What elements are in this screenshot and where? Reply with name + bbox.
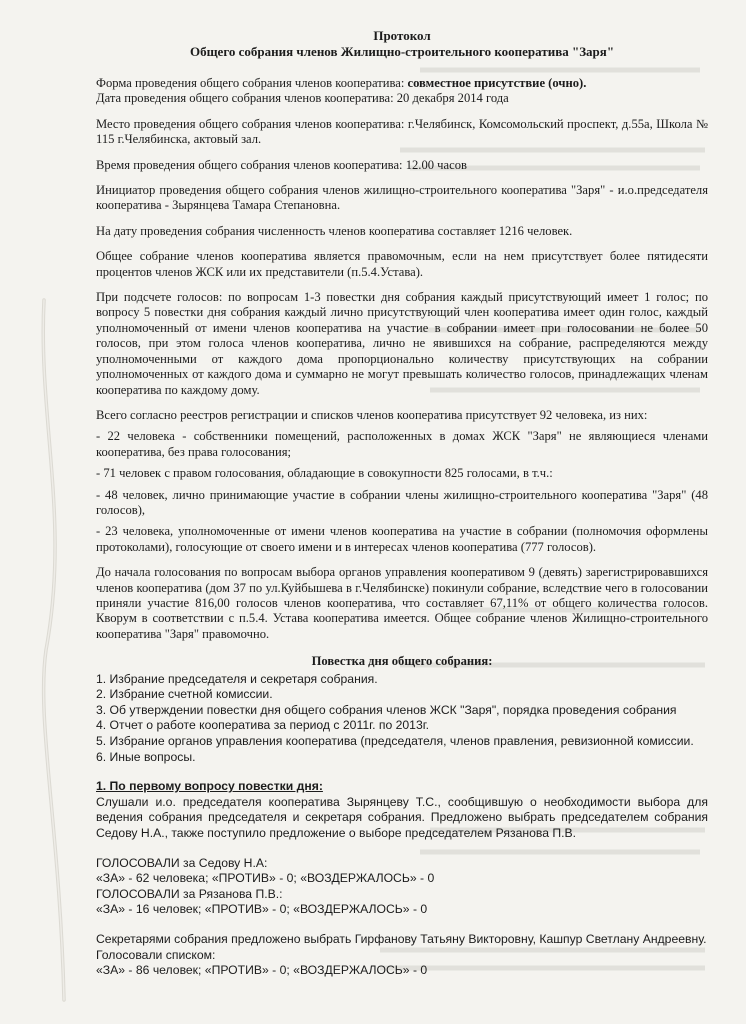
spacer [96,918,708,932]
meeting-date: Дата проведения общего собрания членов кооператива: 20 декабря 2014 года [96,91,509,106]
agenda-item: 2. Избрание счетной комиссии. [96,687,273,702]
present-voters: - 71 человек с правом голосования, обладающие в совокупности 825 голосами, в т.ч.: [96,466,553,481]
agenda-item: 6. Иные вопросы. [96,749,196,764]
meeting-time: Время проведения общего собрания членов кооператива: 12.00 часов [96,157,467,172]
list-vote-label: Голосовали списком: [96,947,216,962]
quorum-result: До начала голосования по вопросам выбора органов управления кооперативом 9 (девять) зарегистрировавшихся членов кооператива (дом 37 по ул.Куйбышева в г.Челябинске) покинули собрание, вследствие чего в голосовании приняли участие 816,00 голосов членов кооператива, что составляет 67,11% от общего количества голосов. Кворум в соответствии с п.5.4. Устава кооператива имеется. Общее собрание членов Жилищно-строительного кооператива "Заря" правомочно. [96,565,708,641]
agenda-item: 1. Избрание председателя и секретаря собрания. [96,671,378,686]
vote-1-result: «ЗА» - 62 человека; «ПРОТИВ» - 0; «ВОЗДЕРЖАЛОСЬ» - 0 [96,871,435,886]
spacer [96,842,708,856]
vote-2-title: ГОЛОСОВАЛИ за Рязанова П.В.: [96,886,283,901]
meeting-place: Место проведения общего собрания членов кооператива: г.Челябинск, Комсомольский проспект, д.55а, Школа № 115 г.Челябинска, актовый зал. [96,116,708,147]
document-title: Протокол [373,28,431,43]
agenda-list [96,672,708,766]
voting-rule: При подсчете голосов: по вопросам 1-3 повестки дня собрания каждый присутствующий имеет 1 голос; по вопросу 5 повестки дня собрания каждый лично присутствующий член кооператива имеет один голос, каждый уполномоченный от имени членов кооператива на участие в собрании имеет при голосовании не более 50 голосов, при этом голоса членов кооператива, лично не явившихся на собрание, распределяются между уполномоченными от каждого дома пропорционально количеству присутствующих на собрании уполномоченных от каждого дома и суммарно не могут превышать количество голосов, принадлежащих членам кооператива по каждому дому. [96,290,708,397]
meeting-form-label: Форма проведения общего собрания членов кооператива: [96,76,408,90]
secretaries-proposal: Секретарями собрания предложено выбрать Гирфанову Татьяну Викторовну, Кашпур Светлану Андреевну. [96,931,707,946]
section-1 [96,779,708,979]
present-authorized: - 23 человека, уполномоченные от имени членов кооператива на участие в собрании (полномочия оформлены протоколами), голосующие от своего имени и в интересах членов кооператива (777 голосов). [96,524,708,554]
present-total: Всего согласно реестров регистрации и списков членов кооператива присутствует 92 человека, из них: [96,407,648,422]
vote-2-result: «ЗА» - 16 человек; «ПРОТИВ» - 0; «ВОЗДЕРЖАЛОСЬ» - 0 [96,902,428,917]
agenda-item: 5. Избрание органов управления кооператива (председателя, членов правления, ревизионной комиссии. [96,733,694,748]
meeting-form-value: совместное присутствие (очно). [407,76,587,90]
meeting-initiator: Инициатор проведения общего собрания членов жилищно-строительного кооператива "Заря" - и.о.председателя кооператива - Зырянцева Тамара Степановна. [96,183,708,213]
present-personal: - 48 человек, лично принимающие участие в собрании члены жилищно-строительного кооператива "Заря" (48 голосов), [96,487,708,517]
agenda-item: 4. Отчет о работе кооператива за период с 2011г. по 2013г. [96,718,430,733]
present-owners: - 22 человека - собственники помещений, расположенных в домах ЖСК "Заря" не являющиеся членами кооператива, без права голосования; [96,429,708,459]
section-1-title: 1. По первому вопросу повестки дня: [96,779,323,794]
agenda-item: 3. Об утверждении повестки дня общего собрания членов ЖСК "Заря", порядка проведения собрания [96,702,677,717]
vote-3-result: «ЗА» - 86 человек; «ПРОТИВ» - 0; «ВОЗДЕРЖАЛОСЬ» - 0 [96,963,428,978]
meeting-form [96,76,708,91]
document-subtitle: Общего собрания членов Жилищно-строительного кооператива "Заря" [189,44,615,59]
member-count: На дату проведения собрания численность членов кооператива составляет 1216 человек. [96,223,573,238]
vote-1-title: ГОЛОСОВАЛИ за Седову Н.А: [96,855,268,870]
protocol-document [96,28,708,979]
quorum-rule: Общее собрание членов кооператива является правомочным, если на нем присутствует более пятидесяти процентов членов ЖСК или их представители (п.5.4.Устава). [96,249,708,279]
agenda-title: Повестка дня общего собрания: [311,654,493,669]
section-1-heard: Слушали и.о. председателя кооператива Зырянцеву Т.С., сообщившую о необходимости выбора для ведения собрания председателя и секретаря собрания. Предложено выбрать председателем собрания Седову Н.А., также поступило предложение о выборе председателем Рязанова П.В. [96,794,708,840]
